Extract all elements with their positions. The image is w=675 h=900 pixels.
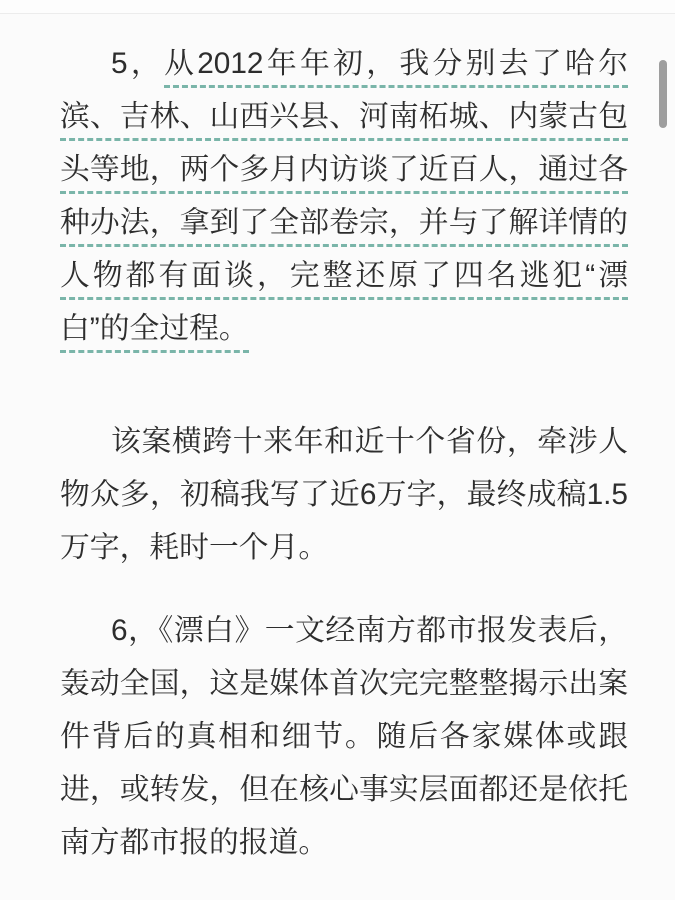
top-divider: [0, 13, 675, 14]
paragraph-summary: 该案横跨十来年和近十个省份，牵涉人物众多，初稿我写了近6万字，最终成稿1.5万字，耗时一个月。: [60, 425, 628, 564]
top-strip: [0, 0, 675, 13]
paragraph-6: 6，《漂白》一文经南方都市报发表后，轰动全国，这是媒体首次完完整整揭示出案件背后的真相和细节。随后各家媒体或跟进，或转发，但在核心事实层面都还是依托南方都市报的报道。: [60, 614, 628, 859]
paragraph-5-underlined-text: 从2012年年初，我分别去了哈尔滨、吉林、山西兴县、河南柘城、内蒙古包头等地，两个多月内访谈了近百人，通过各种办法，拿到了全部卷宗，并与了解详情的人物都有面谈，完整还原了四名逃犯“漂白”的全过程。: [60, 47, 628, 353]
paragraph-5: [60, 37, 628, 355]
scrollbar-thumb[interactable]: [659, 60, 667, 128]
article-body: [60, 37, 628, 869]
paragraph-5-number: 5，: [111, 47, 165, 80]
